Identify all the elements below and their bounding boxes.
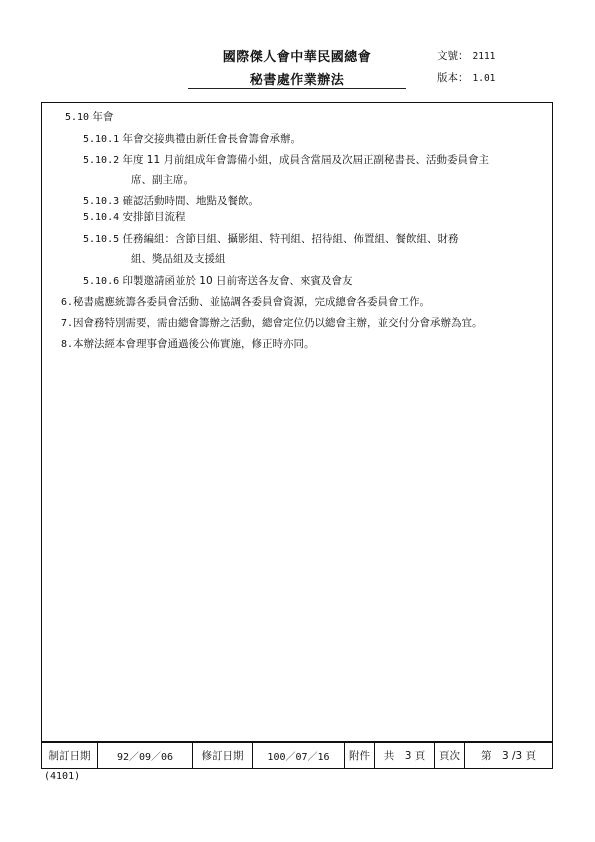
section-line: [83, 132, 301, 147]
document-number: [437, 48, 495, 63]
document-number-value: 2111: [472, 51, 496, 62]
section-line: [65, 110, 113, 125]
title-underline: [188, 88, 406, 89]
section-text: 任務編組：含節目組、攝影組、特刊組、招待組、佈置組、餐飲組、財務: [119, 233, 459, 245]
revised-date-value: 100／07／16: [253, 743, 345, 768]
attachment-label: 附件: [345, 743, 375, 768]
section-line: [61, 295, 430, 310]
section-text: 本辦法經本會理事會通過後公佈實施，修正時亦同。: [73, 338, 315, 350]
section-text: 安排節目流程: [119, 211, 186, 223]
form-code: (4101): [44, 771, 81, 782]
attachment-value: 共 3 頁: [375, 743, 435, 768]
section-text: 確認活動時間、地點及餐飲。: [119, 195, 259, 207]
document-title: 秘書處作業辦法: [249, 73, 345, 88]
section-number: 8.: [61, 339, 74, 350]
section-text: 組、獎品組及支援組: [131, 253, 226, 265]
section-line: [83, 210, 185, 225]
section-text: 秘書處應統籌各委員會活動、並協調各委員會資源，完成總會各委員會工作。: [73, 296, 431, 308]
created-date-value: 92／09／06: [98, 743, 193, 768]
revised-date-label: 修訂日期: [193, 743, 253, 768]
section-line: [83, 274, 353, 289]
footer-table: [41, 742, 553, 769]
section-text: 年會交接典禮由新任會長會籌會承辦。: [119, 133, 301, 145]
section-text: 印製邀請函並於 10 日前寄送各友會、來賓及會友: [119, 275, 353, 287]
page-value: 第 3 /3 頁: [480, 750, 537, 762]
section-line: [83, 194, 259, 209]
section-line: [83, 232, 458, 247]
section-number: 5.10.3: [83, 196, 120, 207]
section-number: 6.: [61, 297, 74, 308]
document-version-value: 1.01: [472, 73, 496, 84]
section-line: [61, 337, 315, 352]
section-number: 7.: [61, 318, 74, 329]
section-number: 5.10.4: [83, 212, 120, 223]
section-line-continued: [131, 173, 194, 187]
section-number: 5.10.5: [83, 234, 120, 245]
organization-name: 國際傑人會中華民國總會: [222, 50, 372, 65]
section-number: 5.10.1: [83, 134, 120, 145]
section-text: 年會: [89, 111, 114, 123]
section-line: [83, 153, 489, 168]
document-number-label: 文號：: [437, 50, 469, 62]
page-label: 頁次: [435, 743, 465, 768]
section-text: 因會務特別需要，需由總會籌辦之活動，總會定位仍以總會主辦，並交付分會承辦為宜。: [73, 317, 483, 329]
document-version: [437, 70, 495, 85]
section-line: [61, 316, 483, 331]
section-text: 年度 11 月前組成年會籌備小組，成員含當屆及次屆正副秘書長、活動委員會主: [119, 154, 489, 166]
section-text: 席、副主席。: [131, 174, 194, 186]
section-number: 5.10: [65, 112, 90, 123]
created-date-label: 制訂日期: [42, 743, 98, 768]
document-version-label: 版本：: [437, 72, 469, 84]
section-line-continued: [131, 252, 226, 266]
content-frame: [41, 102, 553, 742]
section-number: 5.10.6: [83, 276, 120, 287]
section-number: 5.10.2: [83, 155, 120, 166]
